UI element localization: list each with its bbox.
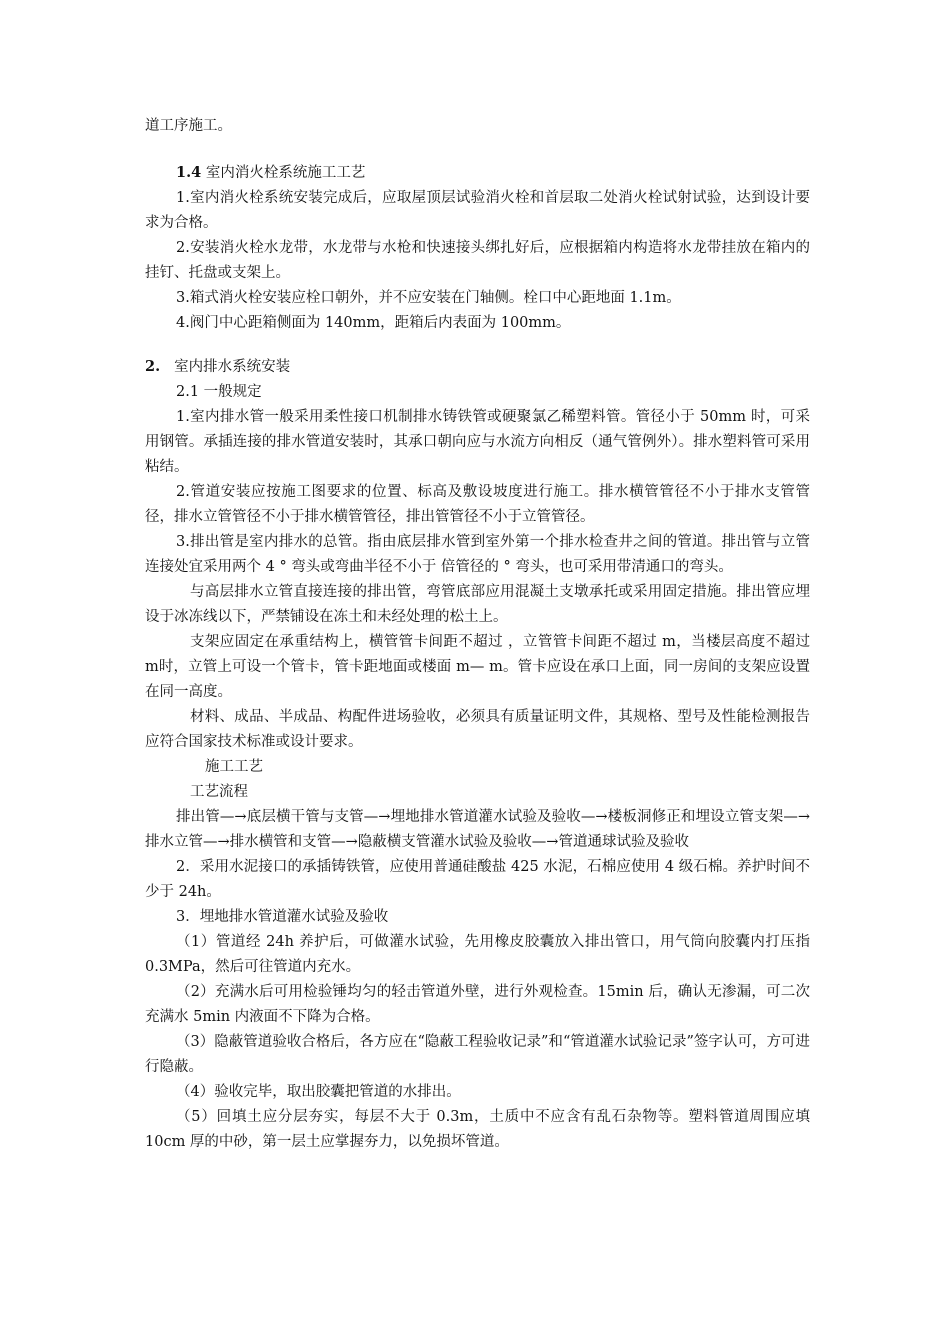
- paragraph: 排出管—→底层横干管与支管—→埋地排水管道灌水试验及验收—→楼板洞修正和埋设立管支架—→排水立管—→排水横管和支管—→隐蔽横支管灌水试验及验收—→管道通球试验及验收: [145, 809, 810, 850]
- paragraph-continuation: 道工序施工。: [145, 118, 232, 134]
- paragraph: （4）验收完毕，取出胶囊把管道的水排出。: [176, 1084, 461, 1100]
- section-heading-2: [145, 354, 810, 380]
- section-title: 室内排水系统安装: [174, 359, 291, 375]
- paragraph: 3.箱式消火栓安装应栓口朝外，并不应安装在门轴侧。栓口中心距地面 1.1m。: [176, 290, 681, 306]
- section-heading-1-4: [145, 160, 810, 186]
- section-number: 2.: [145, 358, 161, 375]
- section-number: 1.4: [176, 164, 202, 181]
- paragraph: 2.管道安装应按施工图要求的位置、标高及敷设坡度进行施工。排水横管管径不小于排水支管管径，排水立管管径不小于排水横管管径，排出管管径不小于立管管径。: [145, 484, 810, 525]
- subsection-heading: 2.1 一般规定: [176, 384, 262, 400]
- section-title: 室内消火栓系统施工工艺: [201, 165, 366, 181]
- paragraph: 2.安装消火栓水龙带，水龙带与水枪和快速接头绑扎好后，应根据箱内构造将水龙带挂放在箱内的挂钉、托盘或支架上。: [145, 240, 810, 281]
- paragraph: 3．埋地排水管道灌水试验及验收: [176, 909, 389, 925]
- document-body: [145, 114, 810, 1155]
- paragraph: （5）回填土应分层夯实，每层不大于 0.3m，土质中不应含有乱石杂物等。塑料管道周围应填 10cm 厚的中砂，第一层土应掌握夯力，以免损坏管道。: [145, 1109, 810, 1150]
- subsection-heading: 工艺流程: [190, 784, 248, 800]
- paragraph: 与高层排水立管直接连接的排出管，弯管底部应用混凝土支墩承托或采用固定措施。排出管应埋设于冰冻线以下，严禁铺设在冻土和未经处理的松土上。: [145, 584, 810, 625]
- paragraph: 支架应固定在承重结构上，横管管卡间距不超过 ，立管管卡间距不超过 m，当楼层高度不超过 m时，立管上可设一个管卡，管卡距地面或楼面 m— m。管卡应设在承口上面，同一房间的支架应设置在同一高度。: [145, 634, 810, 700]
- paragraph: 1.室内消火栓系统安装完成后，应取屋顶层试验消火栓和首层取二处消火栓试射试验，达到设计要求为合格。: [145, 190, 810, 231]
- paragraph: 4.阀门中心距箱侧面为 140mm，距箱后内表面为 100mm。: [176, 315, 571, 331]
- paragraph: （1）管道经 24h 养护后，可做灌水试验，先用橡皮胶囊放入排出管口，用气筒向胶囊内打压指 0.3MPa，然后可往管道内充水。: [145, 934, 810, 975]
- paragraph: （3）隐蔽管道验收合格后，各方应在“隐蔽工程验收记录”和“管道灌水试验记录”签字认可，方可进行隐蔽。: [145, 1034, 810, 1075]
- paragraph: 材料、成品、半成品、构配件进场验收，必须具有质量证明文件，其规格、型号及性能检测报告应符合国家技术标准或设计要求。: [145, 709, 810, 750]
- subsection-heading: 施工工艺: [205, 759, 263, 775]
- paragraph: （2）充满水后可用检验锤均匀的轻击管道外壁，进行外观检查。15min 后，确认无渗漏，可二次充满水 5min 内液面不下降为合格。: [145, 984, 810, 1025]
- paragraph: 1.室内排水管一般采用柔性接口机制排水铸铁管或硬聚氯乙稀塑料管。管径小于 50mm 时，可采用钢管。承插连接的排水管道安装时，其承口朝向应与水流方向相反（通气管例外）。排水塑料管可采用粘结。: [145, 409, 810, 475]
- paragraph: 2．采用水泥接口的承插铸铁管，应使用普通硅酸盐 425 水泥，石棉应使用 4 级石棉。养护时间不少于 24h。: [145, 859, 810, 900]
- paragraph: 3.排出管是室内排水的总管。指由底层排水管到室外第一个排水检查井之间的管道。排出管与立管连接处宜采用两个 4 ° 弯头或弯曲半径不小于 倍管径的 ° 弯头，也可采用带清通口的弯头。: [145, 534, 810, 575]
